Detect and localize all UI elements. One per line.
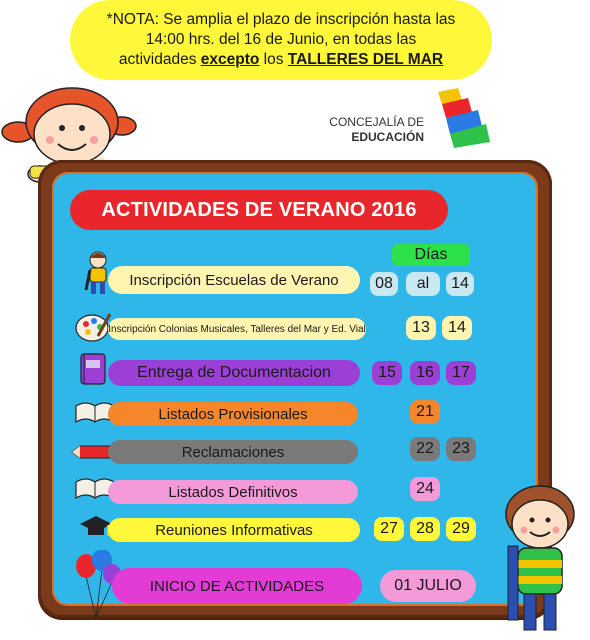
notice-line-2: 14:00 hrs. del 16 de Junio, en todas las [145,31,417,48]
day-cell: 14 [442,316,472,340]
row-label-listados-provisionales: Listados Provisionales [108,402,358,426]
page-title: ACTIVIDADES DE VERANO 2016 [70,190,448,230]
row-label-reuniones-informativas: Reuniones Informativas [108,518,360,542]
day-cell: 08 [370,272,398,296]
boy-kid-icon [82,250,112,296]
row-label-entrega-documentacion: Entrega de Documentacion [108,360,360,386]
notebook-icon [78,352,108,386]
day-cell: 22 [410,437,440,461]
inicio-date: 01 JULIO [380,570,476,602]
day-cell: 21 [410,400,440,424]
row-label-inscripcion-escuelas: Inscripción Escuelas de Verano [108,266,360,294]
row-label-listados-definitivos: Listados Definitivos [108,480,358,504]
day-cell: 17 [446,361,476,385]
row-label-reclamaciones: Reclamaciones [108,440,358,464]
day-cell: 13 [406,316,436,340]
day-cell: 23 [446,437,476,461]
boy-cartoon-icon [494,484,586,636]
notice-line-3: actividades excepto los TALLERES DEL MAR [118,51,444,68]
art-palette-icon [74,310,112,344]
notice-line-1: *NOTA: Se amplia el plazo de inscripción hasta las [106,11,456,28]
day-cell: 28 [410,517,440,541]
day-cell: 15 [372,361,402,385]
day-cell: 16 [410,361,440,385]
day-cell: 24 [410,477,440,501]
day-cell: 27 [374,517,404,541]
day-cell: 14 [446,272,474,296]
day-cell: 29 [446,517,476,541]
inicio-actividades-label: INICIO DE ACTIVIDADES [112,568,362,604]
education-stripes-logo-icon [428,86,498,152]
notice-banner [72,2,490,78]
row-label-inscripcion-colonias: Inscripción Colonias Musicales, Talleres del Mar y Ed. Vial [108,318,366,340]
days-header: Días [392,244,470,266]
concejalia-logo: CONCEJALÍA DE EDUCACIÓN [329,115,424,144]
day-cell: al [406,272,440,296]
